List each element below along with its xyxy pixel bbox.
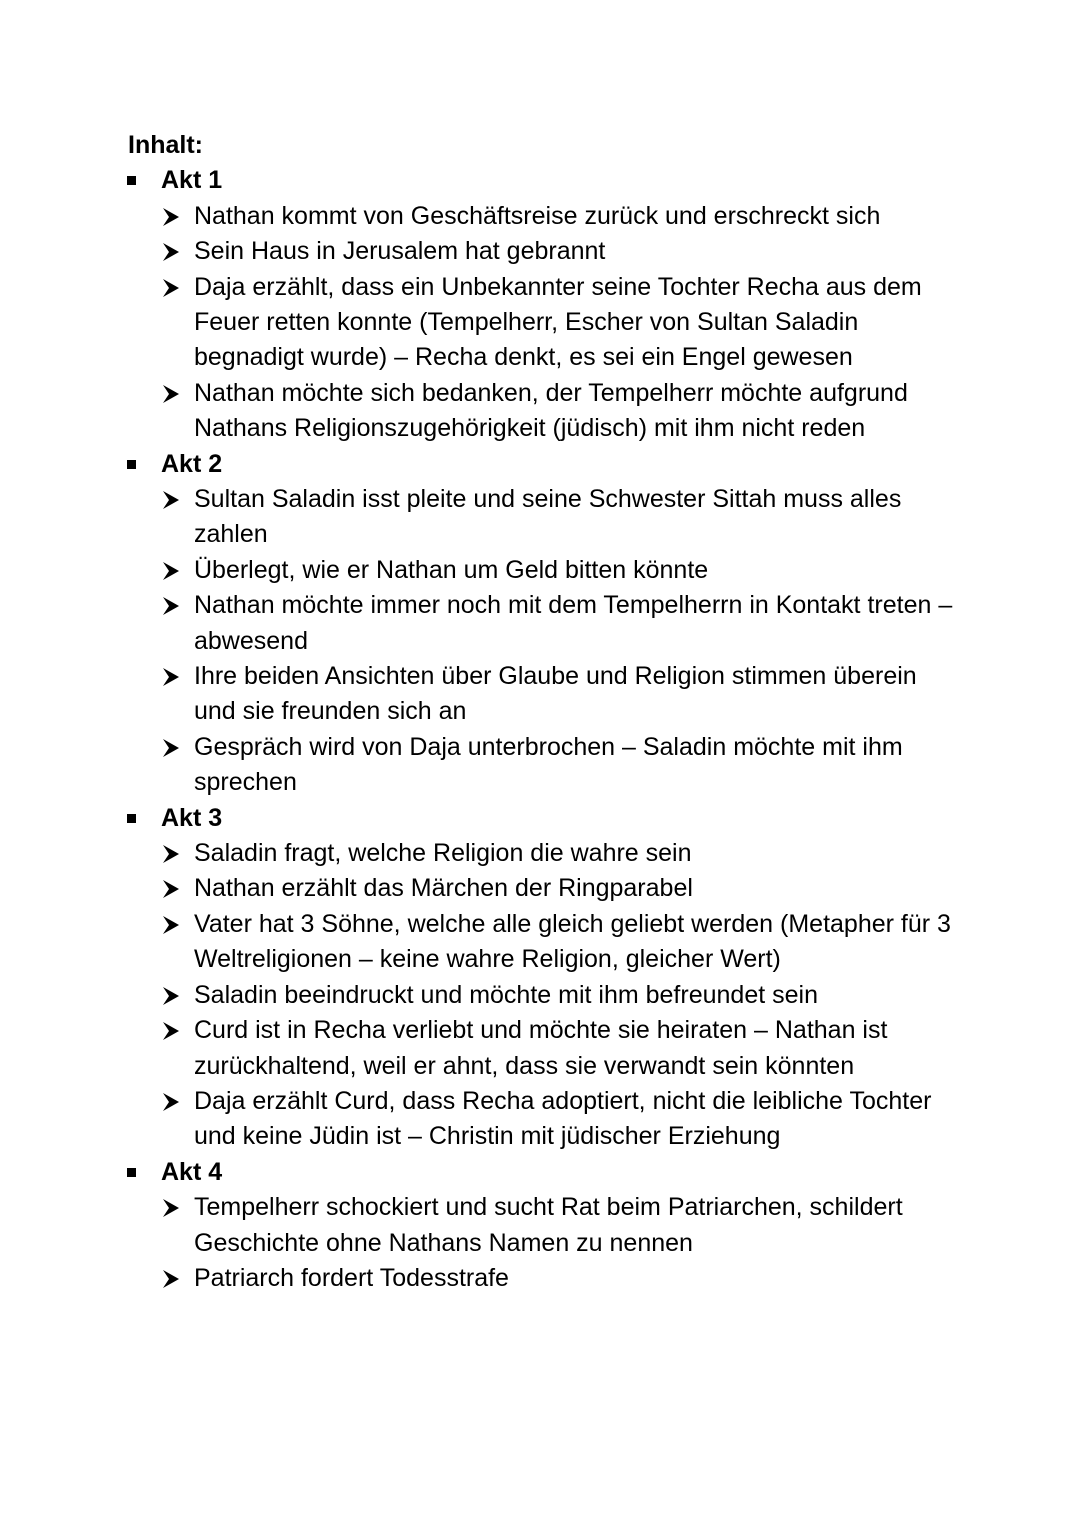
act-2 — [0, 447, 1080, 801]
act-1 — [0, 163, 1080, 446]
act-list — [0, 163, 1080, 1296]
list-item: Nathan erzählt das Märchen der Ringparabel — [0, 871, 964, 906]
square-bullet-icon — [127, 1168, 136, 1177]
arrowhead-bullet-icon — [161, 199, 185, 234]
arrowhead-bullet-icon — [161, 482, 185, 517]
list-item: Daja erzählt Curd, dass Recha adoptiert, nicht die leibliche Tochter und keine Jüdin ist – Christin mit jüdischer Erziehung — [0, 1084, 964, 1155]
arrowhead-bullet-icon — [161, 1013, 185, 1048]
act-title: Akt 3 — [161, 803, 223, 832]
square-bullet-icon — [127, 814, 136, 823]
list-item: Sultan Saladin isst pleite und seine Schwester Sittah muss alles zahlen — [0, 482, 964, 553]
point-list — [0, 482, 1080, 801]
list-item: Nathan kommt von Geschäftsreise zurück und erschreckt sich — [0, 199, 964, 234]
act-header — [0, 1155, 1080, 1190]
act-header — [0, 801, 1080, 836]
list-item: Gespräch wird von Daja unterbrochen – Saladin möchte mit ihm sprechen — [0, 730, 964, 801]
list-item: Ihre beiden Ansichten über Glaube und Religion stimmen überein und sie freunden sich an — [0, 659, 964, 730]
list-item: Daja erzählt, dass ein Unbekannter seine Tochter Recha aus dem Feuer retten konnte (Tempelherr, Escher von Sultan Saladin begnadigt wurde) – Recha denkt, es sei ein Engel gewesen — [0, 270, 964, 376]
square-bullet-icon — [127, 176, 136, 185]
list-item: Curd ist in Recha verliebt und möchte sie heiraten – Nathan ist zurückhaltend, weil er ahnt, dass sie verwandt sein könnten — [0, 1013, 964, 1084]
act-title: Akt 2 — [161, 449, 223, 478]
arrowhead-bullet-icon — [161, 871, 185, 906]
arrowhead-bullet-icon — [161, 588, 185, 623]
point-list — [0, 199, 1080, 447]
content-heading: Inhalt: — [128, 131, 203, 159]
arrowhead-bullet-icon — [161, 836, 185, 871]
list-item: Saladin beeindruckt und möchte mit ihm befreundet sein — [0, 978, 964, 1013]
list-item: Sein Haus in Jerusalem hat gebrannt — [0, 234, 964, 269]
act-3 — [0, 801, 1080, 1155]
arrowhead-bullet-icon — [161, 978, 185, 1013]
arrowhead-bullet-icon — [161, 1261, 185, 1296]
list-item: Nathan möchte immer noch mit dem Tempelherrn in Kontakt treten – abwesend — [0, 588, 964, 659]
square-bullet-icon — [127, 460, 136, 469]
act-title: Akt 4 — [161, 1157, 223, 1186]
point-list — [0, 836, 1080, 1155]
point-list — [0, 1190, 1080, 1296]
arrowhead-bullet-icon — [161, 376, 185, 411]
list-item: Patriarch fordert Todesstrafe — [0, 1261, 964, 1296]
act-title: Akt 1 — [161, 166, 223, 195]
list-item: Tempelherr schockiert und sucht Rat beim Patriarchen, schildert Geschichte ohne Nathans Namen zu nennen — [0, 1190, 964, 1261]
act-header — [0, 163, 1080, 198]
list-item: Vater hat 3 Söhne, welche alle gleich geliebt werden (Metapher für 3 Weltreligionen – keine wahre Religion, gleicher Wert) — [0, 907, 964, 978]
arrowhead-bullet-icon — [161, 234, 185, 269]
arrowhead-bullet-icon — [161, 907, 185, 942]
arrowhead-bullet-icon — [161, 659, 185, 694]
arrowhead-bullet-icon — [161, 730, 185, 765]
list-item: Nathan möchte sich bedanken, der Tempelherr möchte aufgrund Nathans Religionszugehörigkeit (jüdisch) mit ihm nicht reden — [0, 376, 964, 447]
act-header — [0, 447, 1080, 482]
list-item: Überlegt, wie er Nathan um Geld bitten könnte — [0, 553, 964, 588]
arrowhead-bullet-icon — [161, 553, 185, 588]
arrowhead-bullet-icon — [161, 270, 185, 305]
act-4 — [0, 1155, 1080, 1297]
arrowhead-bullet-icon — [161, 1084, 185, 1119]
list-item: Saladin fragt, welche Religion die wahre sein — [0, 836, 964, 871]
arrowhead-bullet-icon — [161, 1190, 185, 1225]
